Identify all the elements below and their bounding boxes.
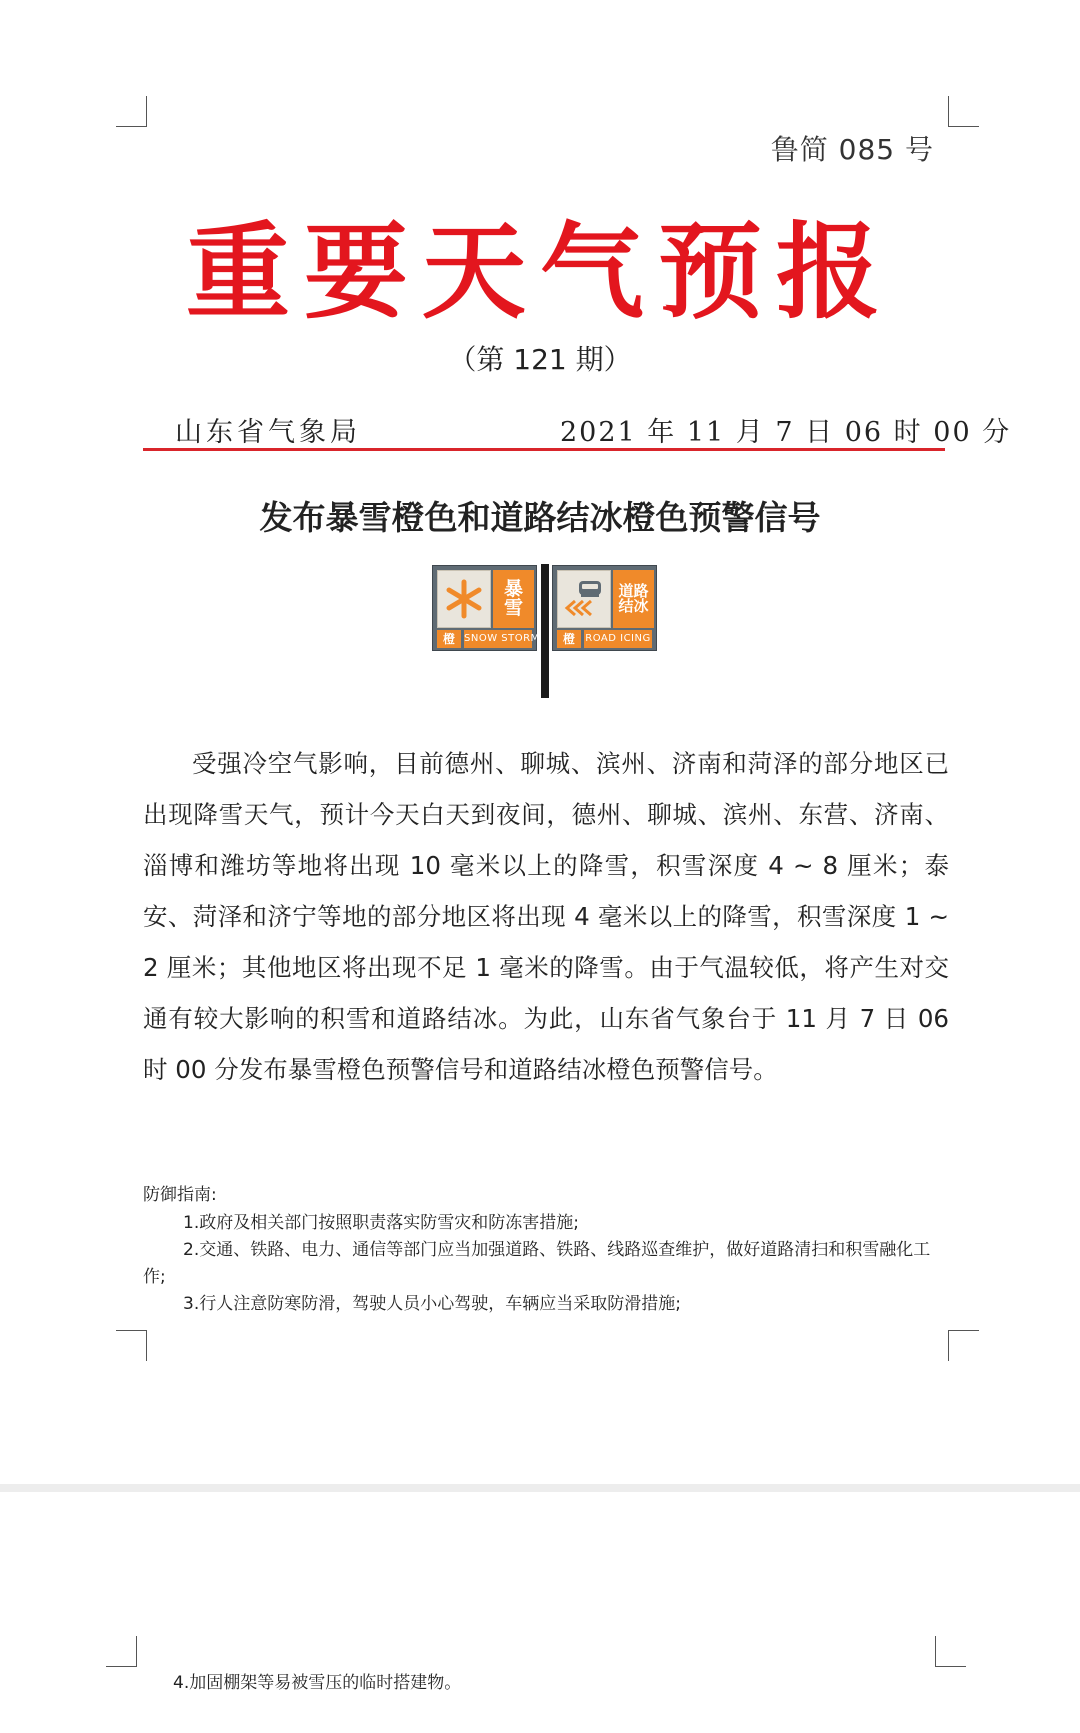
crop-mark-bottom-right bbox=[948, 1330, 979, 1361]
snowflake-icon bbox=[437, 570, 491, 628]
road-icing-label-line1: 道路 bbox=[618, 582, 649, 600]
defense-guide-title: 防御指南: bbox=[143, 1185, 217, 1205]
red-divider bbox=[143, 448, 945, 451]
snowstorm-english: SNOW STORM bbox=[464, 630, 532, 648]
snowstorm-label bbox=[493, 570, 534, 628]
issue-datetime: 2021 年 11 月 7 日 06 时 00 分 bbox=[560, 417, 1012, 448]
list-item: 3.行人注意防寒防滑，驾驶人员小心驾驶，车辆应当采取防滑措施; bbox=[183, 1294, 681, 1314]
snowstorm-warning-sign bbox=[432, 565, 540, 651]
road-icing-level: 橙 bbox=[557, 630, 581, 648]
crop-mark-bottom-left bbox=[116, 1330, 147, 1361]
page-break bbox=[0, 1484, 1080, 1492]
crop-mark-page2-left bbox=[106, 1636, 137, 1667]
forecast-body: 受强冷空气影响，目前德州、聊城、滨州、济南和菏泽的部分地区已出现降雪天气，预计今天白天到夜间，德州、聊城、滨州、东营、济南、淄博和潍坊等地将出现 10 毫米以上的降雪，积雪深度 4 ~ 8 厘米；泰安、菏泽和济宁等地的部分地区将出现 4 毫米以上的降雪，积雪深度 1 ~ 2 厘米；其他地区将出现不足 1 毫米的降雪。由于气温较低，将产生对交通有较大影响的积雪和道路结冰。为此，山东省气象台于 11 月 7 日 06 时 00 分发布暴雪橙色预警信号和道路结冰橙色预警信号。 bbox=[143, 749, 949, 1084]
list-item: 1.政府及相关部门按照职责落实防雪灾和防冻害措施; bbox=[183, 1213, 579, 1233]
crop-mark-page2-right bbox=[935, 1636, 966, 1667]
list-item: 2.交通、铁路、电力、通信等部门应当加强道路、铁路、线路巡查维护，做好道路清扫和积雪融化工作; bbox=[143, 1240, 931, 1287]
road-icing-label-line2: 结冰 bbox=[618, 597, 649, 615]
road-icing-warning-sign bbox=[552, 565, 657, 651]
road-icing-english: ROAD ICING bbox=[584, 630, 652, 648]
snowstorm-label-line2: 雪 bbox=[503, 597, 523, 619]
defense-guide-list bbox=[143, 1210, 949, 1318]
headline: 发布暴雪橙色和道路结冰橙色预警信号 bbox=[259, 498, 821, 537]
list-item: 4.加固棚架等易被雪压的临时搭建物。 bbox=[173, 1673, 462, 1693]
skidding-car-icon bbox=[557, 570, 611, 628]
sign-pole bbox=[541, 564, 549, 698]
snowstorm-label-line1: 暴 bbox=[503, 578, 523, 600]
snowstorm-level: 橙 bbox=[437, 630, 461, 648]
crop-mark-top-right bbox=[948, 96, 979, 127]
issue-number: （第 121 期） bbox=[448, 343, 632, 376]
crop-mark-top-left bbox=[116, 96, 147, 127]
document-number: 鲁简 085 号 bbox=[770, 133, 934, 166]
page-title: 重要天气预报 bbox=[185, 211, 894, 333]
road-icing-label bbox=[613, 570, 654, 628]
issuing-agency: 山东省气象局 bbox=[175, 417, 361, 448]
